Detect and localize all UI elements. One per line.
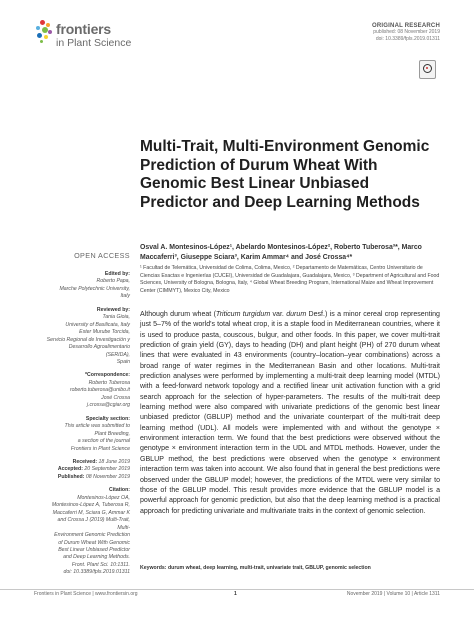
specialty-line: Plant Breeding, (94, 430, 130, 437)
footer-journal-link[interactable]: Frontiers in Plant Science | www.frontiersin.org (34, 591, 138, 597)
article-sidebar (44, 271, 130, 577)
reviewer-affiliation: Servicio Regional de Investigación y (46, 336, 130, 343)
footer-divider (0, 589, 474, 590)
article-meta-header (260, 23, 440, 43)
keywords (140, 565, 440, 571)
open-access-label: OPEN ACCESS (74, 251, 130, 260)
published-date: published: 08 November 2019 (373, 29, 440, 35)
accepted-label: Accepted: (57, 466, 83, 473)
reviewer-country: Spain (116, 358, 130, 365)
frontiers-logo-mark-icon (34, 20, 54, 46)
logo-journal-name: in Plant Science (56, 37, 132, 49)
editor-name: Roberto Papa, (96, 278, 130, 285)
reviewed-by-label: Reviewed by: (96, 306, 130, 313)
keywords-text: durum wheat, deep learning, multi-trait, univariate trait, GBLUP, genomic selection (167, 565, 371, 571)
check-for-updates-icon[interactable] (419, 60, 436, 79)
specialty-line: Frontiers in Plant Science (70, 445, 130, 452)
editor-country: Italy (120, 293, 130, 300)
footer-issue: November 2019 | Volume 10 | Article 1311 (346, 591, 440, 597)
citation-line: Environment Genomic Prediction (54, 532, 130, 539)
corresponding-author-email[interactable]: j.crossa@cgiar.org (86, 402, 130, 409)
reviewer-name: Tania Gioia, (102, 314, 130, 321)
article-type: ORIGINAL RESEARCH (372, 23, 440, 29)
published-label: Published: (57, 473, 85, 480)
received-date: 18 June 2019 (98, 458, 130, 465)
citation-line: of Durum Wheat With Genomic (58, 539, 130, 546)
corresponding-author-email[interactable]: roberto.tuberosa@unibo.it (69, 387, 130, 394)
accepted-date: 20 September 2019 (84, 466, 130, 473)
citation-line: Montesinos-López A, Tuberosa R, (51, 502, 130, 509)
citation-doi[interactable]: doi: 10.3389/fpls.2019.01311 (63, 569, 130, 576)
specialty-line: This article was submitted to (64, 423, 130, 430)
species-name: Triticum turgidum (215, 311, 271, 318)
reviewer-affiliation: University of Basilicata, Italy (65, 321, 130, 328)
citation-line: Front. Plant Sci. 10:1311. (71, 561, 130, 568)
abstract-text: var. (270, 311, 287, 318)
author-list: Osval A. Montesinos-López¹, Abelardo Montesinos-López², Roberto Tuberosa³*, Marco Maccaferri³, Giuseppe Sciara³, Karim Ammar⁴ and José Crossa⁴* (140, 244, 422, 261)
affiliations: ¹ Facultad de Telemática, Universidad de Colima, Colima, Mexico, ² Departamento de Matemáticas, Centro Universitario de Ciencias Exactas e Ingenierías (CUCEI), Universidad de Guadalajara, Guadalajara, Mexico, ³ Department of Agricultural and Food Sciences, University of Bologna, Bologna, Italy, ⁴ Global Wheat Breeding Program, International Maize and Wheat Improvement Center (CIMMYT), Mexico City, Mexico (140, 265, 440, 294)
variety-name: durum (286, 311, 307, 318)
editor-affiliation: Marche Polytechnic University, (59, 285, 130, 292)
abstract (140, 310, 440, 517)
keywords-label: Keywords: (140, 565, 167, 571)
edited-by-label: Edited by: (104, 271, 130, 277)
article-title: Multi-Trait, Multi-Environment Genomic Prediction of Durum Wheat With Genomic Best Linear Unbiased Predictor and Deep Learning Methods (140, 138, 430, 211)
citation-line: and Deep Learning Methods. (63, 554, 130, 561)
published-date-sidebar: 08 November 2019 (85, 473, 130, 480)
doi-link[interactable]: doi: 10.3389/fpls.2019.01311 (375, 36, 440, 42)
abstract-text: Although durum wheat ( (140, 311, 216, 318)
journal-logo[interactable] (34, 20, 134, 50)
reviewer-affiliation: Desarrollo Agroalimentario (SERIDA), (68, 344, 130, 358)
logo-name: frontiers (56, 21, 111, 37)
citation-line: Montesinos-López OA, (77, 494, 130, 501)
page-number: 1 (234, 591, 237, 597)
specialty-section-label: Specialty section: (85, 415, 130, 422)
abstract-text: Desf.) is a minor cereal crop representing just 5–7% of the world's total wheat crop, it is a staple food in Mediterranean countries, where it is used to produce pasta, couscous, bulgur, and other foods. In this paper, we cover multi-trait prediction of grain yield (GY), days to heading (DH) and plant height (PH) of 270 durum wheat lines that were evaluated in 43 environments (country–location–year combinations) across a broad range of water regimes in the Mediterranean Basin and other locations. Multi-trait prediction analyses were performed by implementing a multi-trait deep learning model (MTDL) with a feed-forward network topology and a rectified linear unit activation function with a grid search approach for the selection of hyper-parameters. The results of the multi-trait deep learning method were also compared with univariate predictions of the genomic best linear unbiased predictor (GBLUP) method and the univariate counterpart of the multi-trait deep learning method (UDL). All models were implemented with and without the genotype × environment interaction term. We found that the best predictions were observed without the genotype × environment interaction term in the UDL and MTDL methods. However, under the GBLUP method, the best predictions were observed when the genotype × environment interaction term was taken into account. We also found that in general the best predictions were observed under the GBLUP model; however, the predictions of the MTDL were very similar to those of the GBLUP model. This result provides more evidence that the GBLUP model is a powerful approach for genomic prediction, but also that the deep learning method is a practical approach for predicting univariate and multivariate traits in the context of genomic selection. (140, 311, 440, 515)
citation-line: Maccaferri M, Sciara G, Ammar K (52, 509, 130, 516)
citation-label: Citation: (108, 487, 130, 494)
correspondence-label: *Correspondence: (85, 372, 130, 379)
corresponding-author-name: Roberto Tuberosa (88, 379, 130, 386)
specialty-line: a section of the journal (77, 438, 130, 445)
citation-line: Best Linear Unbiased Predictor (58, 546, 130, 553)
corresponding-author-name: José Crossa (101, 394, 130, 401)
reviewer-name: Ester Murube Torcida, (79, 329, 130, 336)
citation-line: and Crossa J (2019) Multi-Trait, Multi- (57, 517, 130, 531)
received-label: Received: (72, 458, 98, 465)
